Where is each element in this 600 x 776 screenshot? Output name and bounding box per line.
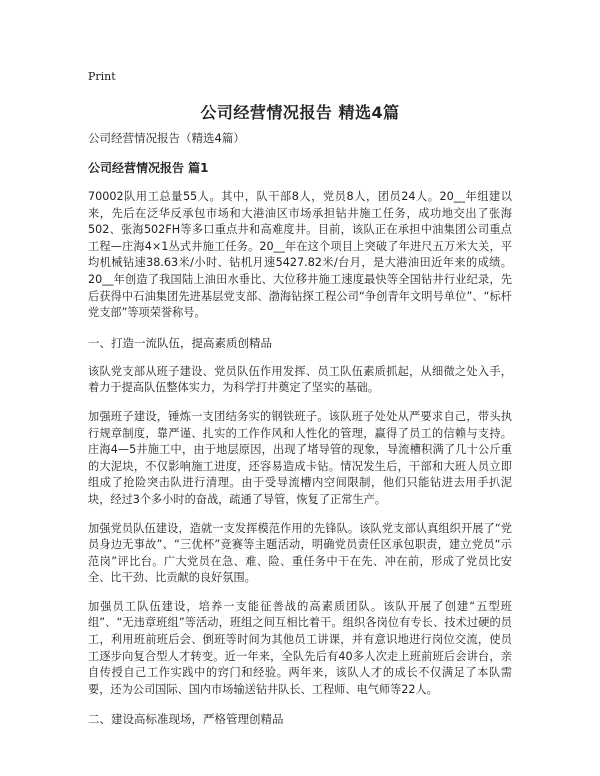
paragraph-party-branch: 该队党支部从班子建设、党员队伍作用发挥、员工队伍素质抓起，从细微之处入手，着力于提高队伍整体实力，为科学打井奠定了坚实的基础。 [88,364,512,395]
subheading-1: 一、打造一流队伍，提高素质创精品 [88,335,272,350]
paragraph-staff: 加强员工队伍建设，培养一支能征善战的高素质团队。该队开展了创建“五型班组”、“无违章班组”等活动，班组之间互相比着干。组织各岗位有专长、技术过硬的员工，利用班前班后会、倒班等时间为其他员工讲课，并有意识地进行岗位交流，使员工逐步向复合型人才转变。近一年来，全队先后有40多人次走上班前班后会讲台，亲自传授自己工作实践中的窍门和经验。两年来，该队人才的成长不仅满足了本队需要，还为公司国际、国内市场输送钻井队长、工程师、电气师等22人。 [88,599,512,696]
print-link[interactable]: Print [88,70,116,83]
document-subtitle: 公司经营情况报告（精选4篇） [88,131,245,145]
subheading-2: 二、建设高标准现场，严格管理创精品 [88,712,284,727]
paragraph-leadership: 加强班子建设，锤炼一支团结务实的钢铁班子。该队班子处处从严要求自己，带头执行规章制度，靠严谨、扎实的工作作风和人性化的管理，赢得了员工的信赖与支持。庄海4—5井施工中，由于地层原因，出现了堵导管的现象，导流槽积满了几十公斤重的大泥块，不仅影响施工进度，还容易造成卡钻。情况发生后，干部和大班人员立即组成了抢险突击队进行清理。由于受导流槽内空间限制，他们只能钻进去用手扒泥块，经过3个多小时的奋战，疏通了导管，恢复了正常生产。 [88,409,512,506]
paragraph-party-members: 加强党员队伍建设，造就一支发挥模范作用的先锋队。该队党支部认真组织开展了“党员身边无事故”、“三优杯”竞赛等主题活动，明确党员责任区承包职责，建立党员“示范岗”评比台。广大党员在急、难、险、重任务中干在先、冲在前，形成了党员比安全、比干劲、比贡献的良好氛围。 [88,521,512,585]
document-body [88,126,512,728]
document-title: 公司经营情况报告 精选4篇 [200,103,400,122]
paragraph-intro: 70002队用工总量55人。其中，队干部8人，党员8人，团员24人。20__年组建以来，先后在泛华反承包市场和大港油区市场承担钻井施工任务，成功地交出了张海502、张海502FH等多口重点井和高难度井。目前，该队正在承担中油集团公司重点工程—庄海4×1丛式井施工任务。20__年在这个项目上突破了年进尺五万米大关，平均机械钻速38.63米/小时、钻机月速5427.82米/台月，是大港油田近年来的成绩。20__年创造了我国陆上油田水垂比、大位移井施工速度最快等全国钻井行业纪录，先后获得中石油集团先进基层党支部、渤海钻探工程公司“争创青年文明号单位”、“标杆党支部”等项荣誉称号。 [88,190,512,320]
section-heading: 公司经营情况报告 篇1 [88,161,209,175]
